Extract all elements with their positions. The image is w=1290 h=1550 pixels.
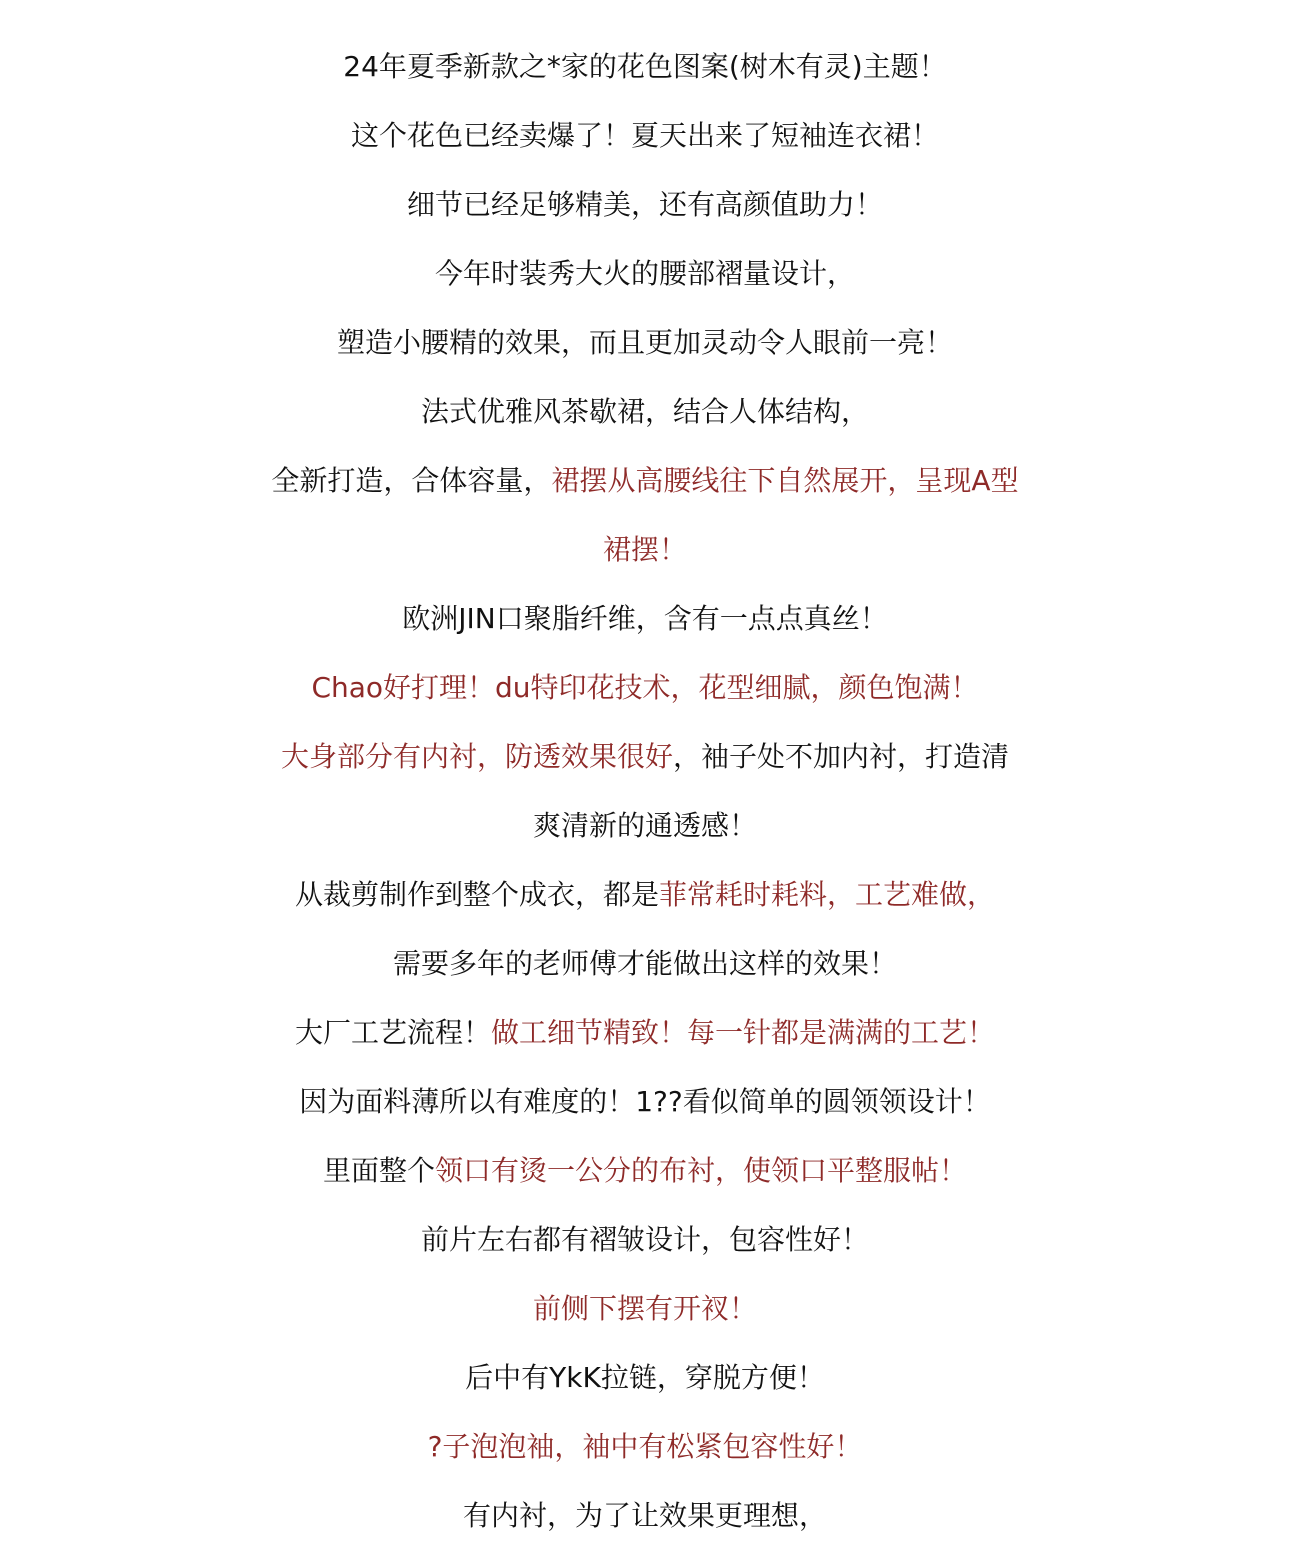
highlighted-text: ?子泡泡袖，袖中有松紧包容性好！ bbox=[427, 1430, 863, 1463]
body-text: 后中有YkK拉链，穿脱方便！ bbox=[465, 1361, 825, 1394]
highlighted-text: 领口有烫一公分的布衬，使领口平整服帖！ bbox=[435, 1154, 968, 1187]
body-text: 爽清新的通透感！ bbox=[532, 809, 757, 842]
body-text: 因为面料薄所以有难度的！1??看似简单的圆领领设计！ bbox=[299, 1085, 991, 1118]
body-text: 大厂工艺流程！ bbox=[294, 1016, 491, 1049]
description-line bbox=[0, 309, 1290, 377]
description-line bbox=[0, 723, 1290, 791]
highlighted-text: Chao好打理！du特印花技术，花型细腻，颜色饱满！ bbox=[311, 671, 979, 704]
body-text: 有内衬，为了让效果更理想， bbox=[462, 1499, 827, 1532]
body-text: 法式优雅风茶歇裙，结合人体结构， bbox=[420, 395, 869, 428]
description-line bbox=[0, 171, 1290, 239]
body-text: 细节已经足够精美，还有高颜值助力！ bbox=[406, 188, 883, 221]
description-line bbox=[0, 1482, 1290, 1550]
body-text: 里面整个 bbox=[322, 1154, 435, 1187]
body-text: 从裁剪制作到整个成衣，都是 bbox=[294, 878, 659, 911]
highlighted-text: 裙摆！ bbox=[602, 533, 687, 566]
description-line bbox=[0, 102, 1290, 170]
description-line bbox=[0, 33, 1290, 101]
highlighted-text: 菲常耗时耗料，工艺难做， bbox=[659, 878, 996, 911]
description-line bbox=[0, 378, 1290, 446]
description-line bbox=[0, 999, 1290, 1067]
highlighted-text: 做工细节精致！每一针都是满满的工艺！ bbox=[491, 1016, 996, 1049]
description-line bbox=[0, 1068, 1290, 1136]
body-text: 今年时装秀大火的腰部褶量设计， bbox=[434, 257, 855, 290]
description-line bbox=[0, 792, 1290, 860]
description-line bbox=[0, 1344, 1290, 1412]
description-line bbox=[0, 654, 1290, 722]
body-text: 全新打造，合体容量， bbox=[271, 464, 552, 497]
highlighted-text: 前侧下摆有开衩！ bbox=[532, 1292, 757, 1325]
body-text: 欧洲JIN口聚脂纤维，含有一点点真丝！ bbox=[402, 602, 888, 635]
description-line bbox=[0, 930, 1290, 998]
highlighted-text: 大身部分有内衬，防透效果很好 bbox=[280, 740, 673, 773]
body-text: 前片左右都有褶皱设计，包容性好！ bbox=[420, 1223, 869, 1256]
description-line bbox=[0, 1275, 1290, 1343]
body-text: 这个花色已经卖爆了！夏天出来了短袖连衣裙！ bbox=[350, 119, 939, 152]
body-text: 塑造小腰精的效果，而且更加灵动令人眼前一亮！ bbox=[336, 326, 953, 359]
description-line bbox=[0, 447, 1290, 515]
description-line bbox=[0, 240, 1290, 308]
description-line bbox=[0, 1137, 1290, 1205]
description-line bbox=[0, 516, 1290, 584]
body-text: 需要多年的老师傅才能做出这样的效果！ bbox=[392, 947, 897, 980]
highlighted-text: 裙摆从高腰线往下自然展开，呈现A型 bbox=[551, 464, 1019, 497]
body-text: 24年夏季新款之*家的花色图案(树木有灵)主题！ bbox=[343, 50, 947, 83]
description-line bbox=[0, 1206, 1290, 1274]
description-line bbox=[0, 585, 1290, 653]
description-line bbox=[0, 861, 1290, 929]
description-line bbox=[0, 1413, 1290, 1481]
body-text: ，袖子处不加内衬，打造清 bbox=[673, 740, 1010, 773]
